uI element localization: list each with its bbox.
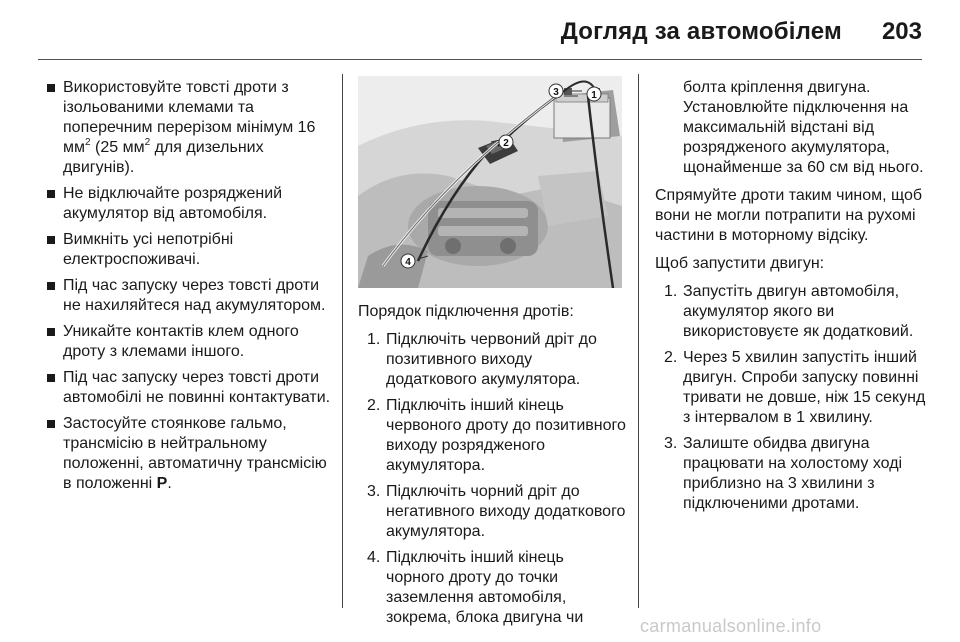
engine-bay-drawing — [358, 76, 622, 288]
column-divider-right — [638, 74, 639, 608]
callout-3 — [549, 84, 563, 98]
list-item: 3. Залиште обидва двигуна працювати на холостому ході приблизно на 3 хвилини з підключеними дротами. — [664, 435, 903, 512]
list-item: 1. Запустіть двигун автомобіля, акумулятор якого ви використовуєте як додатковий. — [664, 283, 914, 340]
column-connection-order — [358, 302, 626, 634]
column-starting — [655, 78, 927, 520]
watermark: carmanualsonline.info — [640, 616, 822, 636]
bullet-square-icon — [47, 282, 55, 290]
svg-text:3: 3 — [553, 87, 559, 98]
list-item: 1. Підключіть червоний дріт до позитивного виходу додаткового акумулятора. — [367, 331, 597, 388]
routing-paragraph: Спрямуйте дроти таким чином, щоб вони не могли потрапити на рухомі частини в моторному відсіку. — [655, 187, 923, 244]
column-precautions — [46, 78, 331, 500]
engine-bay-illustration — [358, 76, 622, 288]
bullet-square-icon — [47, 420, 55, 428]
connection-intro: Порядок підключення дротів: — [358, 303, 574, 320]
page-title: Догляд за автомобілем — [560, 18, 842, 45]
list-item: Використовуйте товсті дроти з ізольованими клемами та поперечним перерізом мінімум 16 $мм^2$ (25 $мм^2$ для дизельних двигунів). — [46, 78, 331, 178]
bullet-square-icon — [47, 374, 55, 382]
list-item: Під час запуску через товсті дроти не нахиляйтеся над акумулятором. — [46, 276, 331, 316]
bullet-square-icon — [47, 190, 55, 198]
svg-text:2: 2 — [503, 138, 509, 149]
list-item: Вимкніть усі непотрібні електроспоживачі. — [46, 230, 331, 270]
bullet-square-icon — [47, 328, 55, 336]
list-item: 2. Підключіть інший кінець червоного дроту до позитивного виходу розрядженого акумулятора. — [367, 397, 626, 474]
svg-text:1: 1 — [591, 90, 597, 101]
connection-steps — [358, 330, 626, 628]
callout-4 — [401, 254, 415, 268]
callout-2 — [499, 135, 513, 149]
page-number: 203 — [881, 18, 922, 45]
list-item: Уникайте контактів клем одного дроту з клемами іншого. — [46, 322, 331, 362]
list-item: Не відключайте розряджений акумулятор від автомобіля. — [46, 184, 331, 224]
list-item: Застосуйте стоянкове гальмо, трансмісію в нейтральному положенні, автоматичну трансмісію в положенні P. — [46, 414, 331, 494]
list-item: 3. Підключіть чорний дріт до негативного виходу додаткового акумулятора. — [367, 483, 626, 540]
bullet-square-icon — [47, 236, 55, 244]
page-header — [0, 0, 960, 62]
list-item: 4. Підключіть інший кінець чорного дроту до точки заземлення автомобіля, зокрема, блока двигуна чи — [367, 549, 584, 626]
column-divider-left — [342, 74, 343, 608]
start-steps — [655, 282, 927, 514]
step-continuation: болта кріплення двигуна. Установлюйте підключення на максимальній відстані від розрядженого акумулятора, щонайменше за 60 см від нього. — [683, 79, 924, 176]
start-intro: Щоб запустити двигун: — [655, 255, 825, 272]
callout-1 — [587, 87, 601, 101]
precaution-list — [46, 78, 331, 494]
list-item: Під час запуску через товсті дроти автомобілі не повинні контактувати. — [46, 368, 331, 408]
header-divider — [38, 59, 922, 60]
svg-text:4: 4 — [405, 257, 411, 268]
list-item: 2. Через 5 хвилин запустіть інший двигун. Спроби запуску повинні тривати не довше, ніж 15 секунд з інтервалом в 1 хвилину. — [664, 349, 926, 426]
bullet-square-icon — [47, 84, 55, 92]
